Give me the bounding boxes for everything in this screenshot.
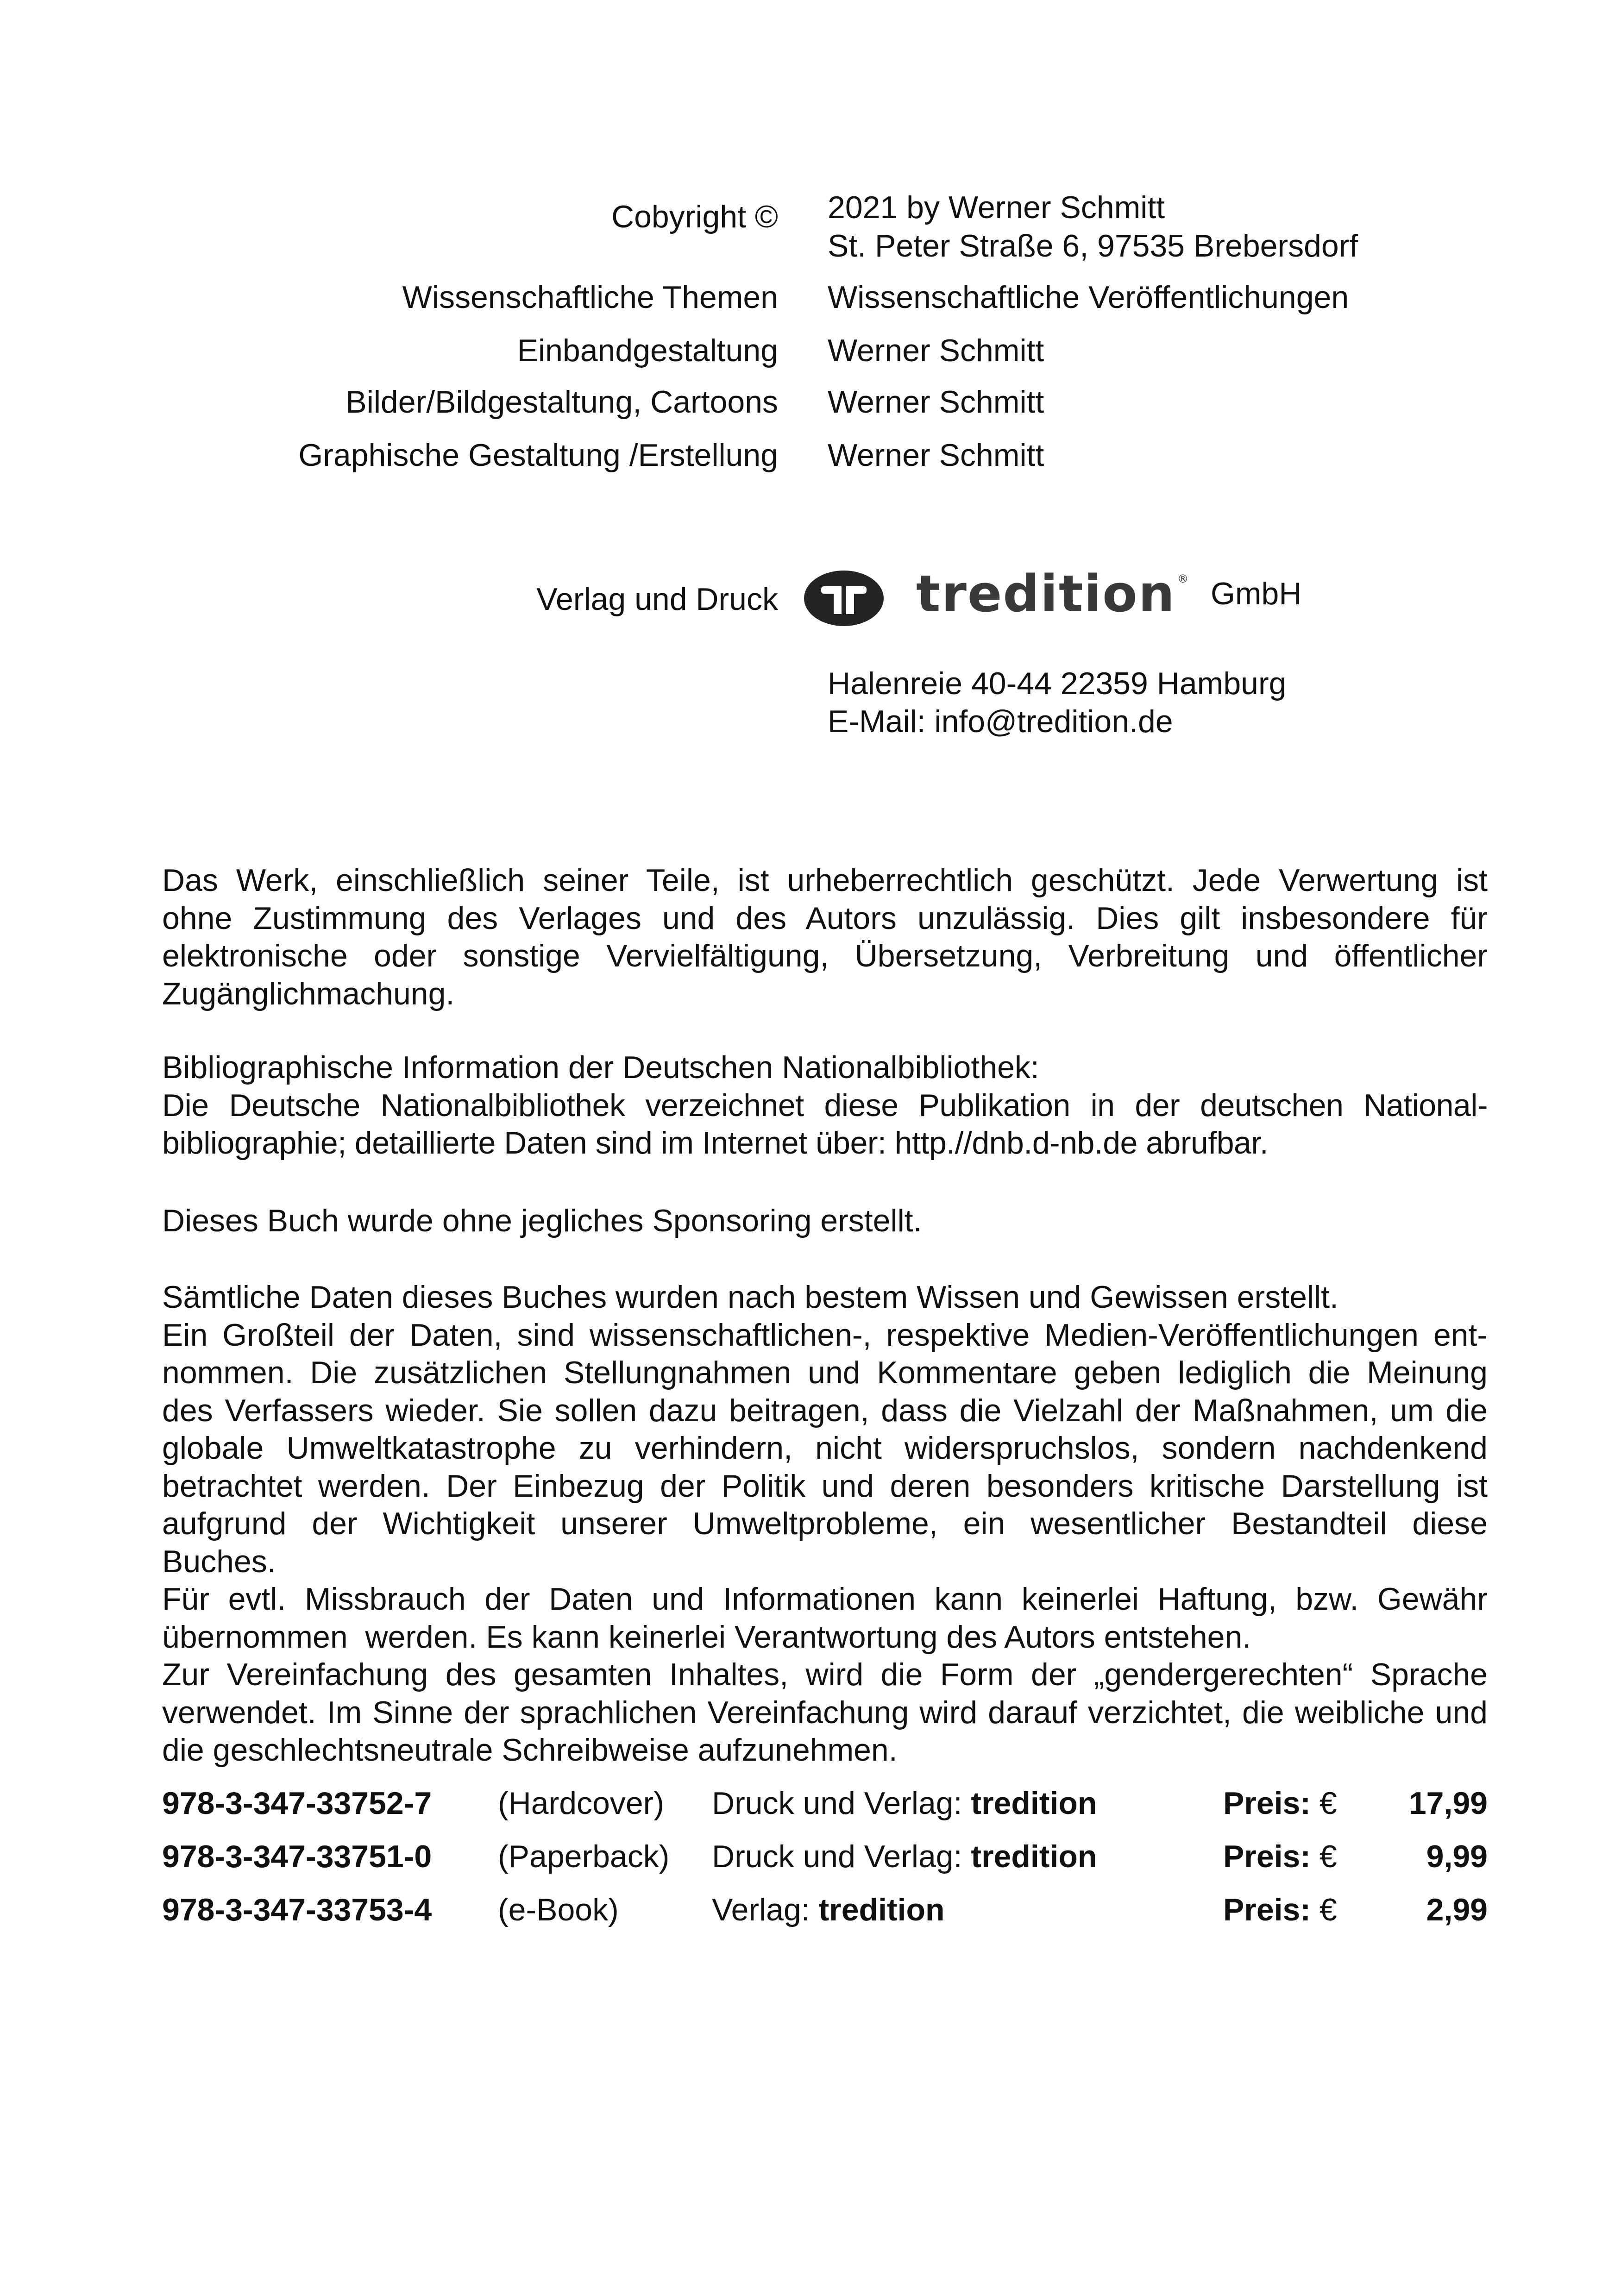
paragraph-line: Die Deutsche Nationalbibliothek verzeichnet diese Publikation in der deutschen National-	[162, 1087, 1488, 1123]
edition-isbn: 978-3-347-33752-7	[162, 1786, 432, 1821]
publisher-address: Halenreie 40-44 22359 Hamburg	[828, 666, 1287, 701]
edition-price: 17,99	[1408, 1786, 1488, 1821]
imprint-row-value: Wissenschaftliche Veröffentlichungen	[828, 280, 1349, 315]
paragraph-line: Zugänglichmachung.	[162, 976, 455, 1011]
logo-circle	[804, 571, 884, 626]
edition-format: (Hardcover)	[498, 1786, 664, 1821]
paragraph-line: betrachtet werden. Der Einbezug der Politik und deren besonders kritische Darstellung ist	[162, 1468, 1488, 1504]
imprint-row-label: Einbandgestaltung	[517, 333, 778, 368]
imprint-row-label: Graphische Gestaltung /Erstellung	[298, 438, 778, 473]
paragraph-line: Ein Großteil der Daten, sind wissenschaftlichen-, respektive Medien-Veröffentlichungen ent-	[162, 1317, 1488, 1353]
disclaimer-paragraph	[162, 1279, 1488, 1769]
publisher-suffix: GmbH	[1211, 576, 1302, 611]
price-label	[1223, 1838, 1337, 1876]
paragraph-line: Für evtl. Missbrauch der Daten und Informationen kann keinerlei Haftung, bzw. Gewähr	[162, 1581, 1488, 1617]
edition-isbn: 978-3-347-33751-0	[162, 1839, 432, 1874]
paragraph-line: Bibliographische Information der Deutschen Nationalbibliothek:	[162, 1050, 1039, 1085]
edition-isbn: 978-3-347-33753-4	[162, 1892, 432, 1927]
copyright-address: St. Peter Straße 6, 97535 Brebersdorf	[828, 228, 1358, 263]
imprint-row-value: Werner Schmitt	[828, 438, 1044, 473]
currency-symbol: €	[1319, 1786, 1337, 1821]
edition-publisher	[712, 1891, 945, 1929]
currency-symbol: €	[1319, 1839, 1337, 1874]
price-label-text: Preis:	[1223, 1786, 1311, 1821]
sponsoring-paragraph	[162, 1202, 1488, 1240]
publisher-label: Verlag und Druck	[536, 582, 778, 617]
currency-symbol: €	[1319, 1892, 1337, 1927]
tredition-wordmark: tredition	[916, 564, 1176, 623]
registered-mark: ®	[1177, 572, 1188, 585]
publisher-name: tredition	[971, 1786, 1097, 1821]
paragraph-line: Sämtliche Daten dieses Buches wurden nach bestem Wissen und Gewissen erstellt.	[162, 1280, 1338, 1315]
price-label	[1223, 1784, 1337, 1822]
imprint-row-value: Werner Schmitt	[828, 333, 1044, 368]
paragraph-line: Zur Vereinfachung des gesamten Inhaltes, wird die Form der „gendergerechten“ Sprache	[162, 1657, 1488, 1692]
paragraph-line: globale Umweltkatastrophe zu verhindern, nicht widerspruchslos, sondern nachdenkend	[162, 1430, 1488, 1466]
paragraph-line: übernommen werden. Es kann keinerlei Verantwortung des Autors entstehen.	[162, 1619, 1251, 1655]
paragraph-line: Dieses Buch wurde ohne jegliches Sponsoring erstellt.	[162, 1203, 922, 1238]
tredition-logo-mark-icon	[803, 570, 885, 627]
paragraph-line: aufgrund der Wichtigkeit unserer Umweltprobleme, ein wesentlicher Bestandteil diese	[162, 1506, 1488, 1541]
price-label	[1223, 1891, 1337, 1929]
paragraph-line: verwendet. Im Sinne der sprachlichen Vereinfachung wird darauf verzichtet, die weibliche und	[162, 1694, 1488, 1730]
bibliographic-info-paragraph	[162, 1049, 1488, 1162]
copyright-notice-paragraph	[162, 862, 1488, 1013]
paragraph-line: bibliographie; detaillierte Daten sind im Internet über: http.//dnb.d-nb.de abrufbar.	[162, 1125, 1269, 1161]
paragraph-line: elektronische oder sonstige Vervielfältigung, Übersetzung, Verbreitung und öffentlicher	[162, 938, 1488, 973]
imprint-row-value: Werner Schmitt	[828, 384, 1044, 420]
edition-price: 9,99	[1426, 1839, 1488, 1874]
edition-row-paperback	[0, 1838, 1621, 1876]
copyright-label: Cobyright ©	[611, 199, 778, 234]
edition-row-ebook	[0, 1891, 1621, 1929]
edition-format: (Paperback)	[498, 1839, 670, 1874]
paragraph-line: nommen. Die zusätzlichen Stellungnahmen und Kommentare geben lediglich die Meinung	[162, 1355, 1488, 1390]
price-label-text: Preis:	[1223, 1892, 1311, 1927]
price-label-text: Preis:	[1223, 1839, 1311, 1874]
publisher-name: tredition	[971, 1839, 1097, 1874]
publisher-email: E-Mail: info@tredition.de	[828, 704, 1173, 739]
publisher-label-text: Druck und Verlag:	[712, 1786, 962, 1821]
imprint-row-label: Wissenschaftliche Themen	[402, 280, 778, 315]
tredition-logo-svg	[803, 570, 885, 627]
imprint-row-label: Bilder/Bildgestaltung, Cartoons	[346, 384, 778, 420]
edition-publisher	[712, 1838, 1097, 1876]
edition-price: 2,99	[1426, 1892, 1488, 1927]
paragraph-line: ohne Zustimmung des Verlages und des Autors unzulässig. Dies gilt insbesondere für	[162, 900, 1488, 936]
paragraph-line: des Verfassers wieder. Sie sollen dazu beitragen, dass die Vielzahl der Maßnahmen, um die	[162, 1393, 1488, 1428]
paragraph-line: Das Werk, einschließlich seiner Teile, ist urheberrechtlich geschützt. Jede Verwertung ist	[162, 863, 1488, 898]
publisher-label-text: Verlag:	[712, 1892, 810, 1927]
edition-publisher	[712, 1784, 1097, 1822]
edition-row-hardcover	[0, 1784, 1621, 1822]
publisher-name: tredition	[818, 1892, 945, 1927]
edition-format: (e-Book)	[498, 1892, 619, 1927]
copyright-holder: 2021 by Werner Schmitt	[828, 190, 1165, 225]
paragraph-line: die geschlechtsneutrale Schreibweise aufzunehmen.	[162, 1732, 898, 1768]
publisher-label-text: Druck und Verlag:	[712, 1839, 962, 1874]
paragraph-line: Buches.	[162, 1543, 276, 1579]
